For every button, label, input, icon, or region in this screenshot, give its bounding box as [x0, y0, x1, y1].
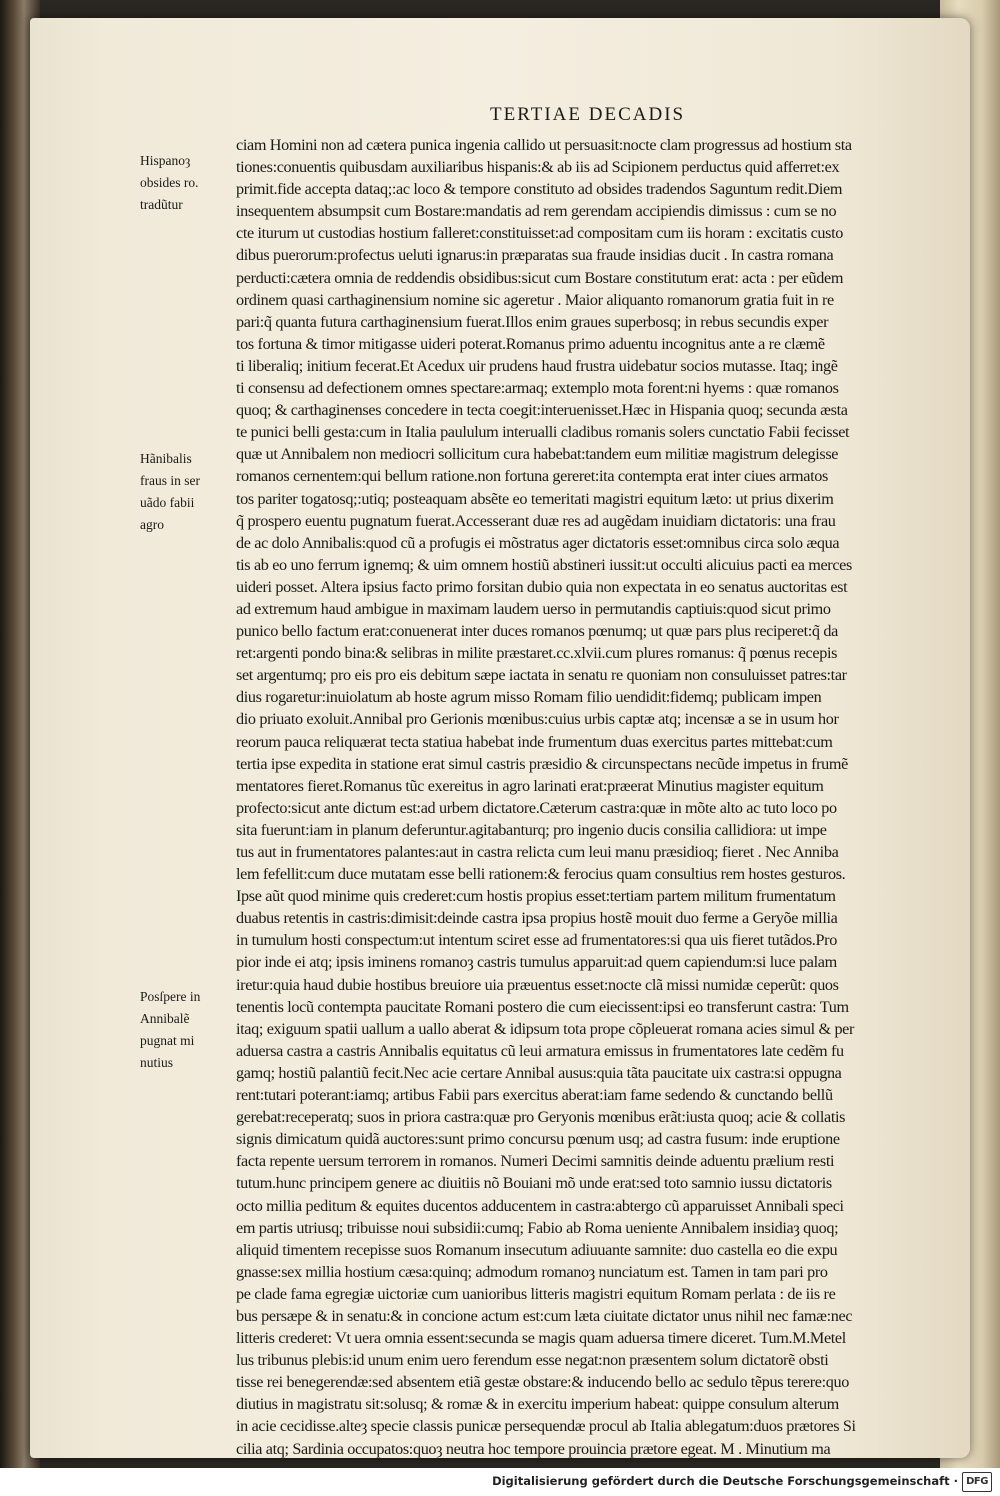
text-line: q̃ prospero euentu pugnatum fuerat.Accesserant duæ res ad augẽdam inuidiam dictatoris: una frau — [236, 511, 836, 530]
text-line: diutius in magistratu sit:solusq; & romæ & in exercitu imperium habeat: quippe consulum alterum — [236, 1395, 839, 1414]
text-line: ti liberaliq; initium fecerat.Et Acedux uir prudens haud frustra uidebatur socios mutasse. Itaq; ingẽ — [236, 356, 838, 375]
text-line: pe clade fama egregiæ uictoriæ cum uanioribus litteris magistri equitum Romam perlata : de iis re — [236, 1284, 836, 1303]
text-line: octo millia peditum & equites ducentos adducentem in castra:abtergo cũ apparuisset Annibali speci — [236, 1196, 844, 1215]
text-line: cilia atq; Sardinia occupatos:quoȝ neutra hoc tempore prouincia prætore egeat. M . Minutium ma — [236, 1439, 831, 1458]
text-line: primit.fide accepta dataq;:ac loco & tempore constituto ad obsides tradendos Saguntum redit.Diem — [236, 180, 843, 199]
text-line: itaq; exiguum spatii uallum a uallo aberat & idipsum tota prope cõpleuerat romana acies simul & per — [236, 1019, 855, 1038]
text-line: uideri posset. Altera ipsius facto primo forsitan dubio quia non expectata in eo senatus auctoritas est — [236, 577, 848, 596]
text-line: dio priuato exoluit.Annibal pro Gerionis mœnibus:cuius urbis captæ atq; incensæ a se in usum hor — [236, 710, 839, 729]
text-line: ad extremum haud ambigue in maximam laudem uerso in permutandis captiuis:quod sicut primo — [236, 599, 831, 618]
text-line: tus aut in frumentatores palantes:aut in castra relicta cum leui manu præsidioq; fieret . Nec Anniba — [236, 843, 839, 861]
text-line: aduersa castra a castris Annibalis equitatus cũ leui armatura emissus in frumentatores late cedẽm fu — [236, 1041, 844, 1060]
text-line: tenentis locũ contempta paucitate Romani postero die cum eiecissent:ipsi eo transferunt castra: Tum — [236, 997, 849, 1016]
text-line: cte iturum ut custodias hostium falleret:constituisset:ad compositam cum iis horam : excitatis custo — [236, 224, 843, 243]
text-line: litteris crederet: Vt uera omnia essent:secunda se magis quam aduersa timere diceret. Tum.M.Metel — [236, 1329, 846, 1348]
text-line: facta repente uersum terrorem in romanos. Numeri Decimi samnitis deinde aduentu prælium resti — [236, 1152, 835, 1171]
text-line: tertia ipse expedita in statione erat simul castris præsidio & circunspectans necũde impetus in frumẽ — [236, 754, 848, 773]
text-line: gamq; hostiũ palantiũ fecit.Nec acie certare Annibal ausus:quia tãta paucitate uix castra:si oppugna — [236, 1063, 842, 1082]
text-line: romanos cernentem:qui bellum ratione.non fortuna gereret:ita contempta erat inter ciues armatos — [236, 467, 828, 486]
text-line: iretur:quia haud dubie hostibus breuiore uia præuentus esset:nocte clã missi numidæ ceperũt: quos — [236, 975, 839, 994]
marginal-note: Hãnibalis fraus in ser uãdo fabii agro — [140, 451, 200, 532]
text-line: bus persæpe & in senatu:& in concione actum est:cum læta ciuitate dictator unus nihil nec famæ:nec — [236, 1306, 853, 1325]
text-line: rent:tutari poterant:iamq; artibus Fabii pars exercitus aberat:iam fame sedendo & cunctando bellũ — [236, 1086, 833, 1105]
text-line: mentatores fieret.Romanus tũc exereitus in agro larinati erat:præerat Minutius magister equitum — [236, 776, 824, 795]
running-head: TERTIAE DECADIS — [490, 104, 686, 125]
text-line: pari:q̃ quanta futura carthaginensium fuerat.Illos enim graues superbosq; in rebus secundis exper — [236, 312, 829, 331]
text-line: ciam Homini non ad cætera punica ingenia callido ut persuasit:nocte clam progressus ad hostium sta — [236, 136, 852, 154]
text-line: insequentem absumpsit cum Bostare:mandatis ad rem gerendam accipiendis dimissus : cum se no — [236, 202, 837, 221]
text-line: ordinem quasi carthaginensium nomine sic ageretur . Maior aliquanto romanorum gratia fuit in re — [236, 290, 834, 309]
text-line: perducti:cætera omnia de reddendis obsidibus:sicut cum Bostare constitutum erat: acta : per eũdem — [236, 268, 844, 287]
text-line: gnasse:sex millia hostium cæsa:quinq; admodum romanoȝ nunciatum est. Tamen in tam pari pro — [236, 1262, 828, 1281]
text-line: lem fefellit:cum duce mutatam esse belli rationem:& ferocius quam consultius rem hostes gesturos. — [236, 865, 846, 884]
text-line: tisse rei benegerendæ:sed absentem etiã gestæ obstare:& inducendo bello ac sedulo tẽpus terere:quo — [236, 1373, 849, 1392]
marginal-note: Hispanoȝ obsides ro. tradũtur — [140, 153, 199, 212]
text-line: te punici belli gesta:cum in Italia paululum interualli cladibus romanis solers cunctatio Fabii fecisset — [236, 423, 850, 442]
footer-bar — [0, 1468, 1000, 1496]
text-line: dius rogaretur:inuiolatum ab hoste agrum misso Romam filio uendidit:fidemq; publicam impen — [236, 688, 822, 707]
text-line: tos pariter togatosq;:utiq; posteaquam absẽte eo temeritati magistri equitum læto: ut prius dixerim — [236, 489, 834, 508]
text-line: tos fortuna & timor mitigasse uideri poterat.Romanus primo aduentu incognitus ante a re clæmẽ — [236, 334, 825, 353]
text-line: set argentumq; pro eis pro eis debitum sæpe iactata in senatu re quoniam non consuluisset patres:tar — [236, 666, 847, 685]
text-line: quoq; & carthaginenses concedere in tecta coegit:interuenisset.Hæc in Hispania quoq; secunda æsta — [236, 401, 848, 420]
text-line: tiones:conuentis quibusdam auxiliaribus hispanis:& ab iis ad Scipionem perductus quid afferret:ex — [236, 158, 840, 177]
body-text — [236, 134, 936, 1460]
text-line: reorum pauca reliquærat tecta statiua habebat inde frumentum duas exercitus partes mittebat:cum — [236, 732, 833, 751]
text-line: lus tribunus plebis:id unum enim uero ferendum esse negat:non præsentem solum dictatorẽ obsti — [236, 1351, 829, 1370]
text-line: ret:argenti pondo bina:& selibras in milite præstaret.cc.xlvii.cum plures romanus: q̃ pœnus recepis — [236, 644, 838, 663]
dfg-logo: DFG — [962, 1472, 992, 1492]
text-line: gerebat:receperatq; suos in priora castra:quæ pro Geryonis mœnibus erãt:iusta quoq; acie & collatis — [236, 1108, 846, 1127]
text-line: em partis utriusq; tribuisse noui subsidii:cumq; Fabio ab Roma ueniente Annibalem insidiaȝ quoq; — [236, 1218, 839, 1237]
text-line: sita fuerunt:iam in planum deferuntur.agitabanturq; pro ingenio ducis consilia callidiora: ut impe — [236, 820, 827, 839]
text-line: de ac dolo Annibalis:quod cũ a profugis ei mõstratus ager dictatoris esset:omnibus circa solo æqua — [236, 533, 840, 552]
text-line: aliquid timentem recepisse suos Romanum insecutum adiuuante samnite: duo castella eo die expu — [236, 1240, 838, 1259]
text-line: in tumulum hosti conspectum:ut intentum sciret esse ad frumentatores:si qua uis fieret tutãdos.Pro — [236, 931, 837, 950]
text-line: punico bello factum erat:conuenerat inter duces romanos pœnumq; ut quæ pars plus reciperet:q̃ da — [236, 622, 838, 641]
text-line: Ipse aũt quod minime quis crederet:cum hostis propius esset:tertiam partem militum frumentatum — [236, 887, 836, 906]
text-line: ti consensu ad defectionem omnes spectare:armaq; extemplo mota forent:ni hyems : quæ romanos — [236, 379, 839, 398]
text-line: dibus puerorum:profectus ueluti ignarus:in præparatas sua fraude insidias ducit . In castra romana — [236, 246, 834, 265]
text-line: pior inde ei atq; ipsis iminens romanoȝ castris tumulus apparuit:ad quem capiendum:si luce palam — [236, 953, 837, 972]
text-line: tutum.hunc principem genere ac diuitiis nõ Bouiani mõ unde erat:sed toto samnio iussu dictatoris — [236, 1174, 832, 1193]
text-line: in acie cecidisse.alteȝ specie classis punicæ persequendæ procul ab Italia ablegatum:duos prætores Si — [236, 1417, 856, 1436]
text-line: duabus retentis in castris:dimisit:deinde castra ipsa propius hostẽ mouit duo ferme a Geryõe millia — [236, 909, 838, 928]
text-line: tis ab eo uno ferrum ignemq; & uim omnem hostiũ abstineri iussit:ut occulti alicuius pacti ea merces — [236, 555, 852, 574]
text-line: signis dimicatum quidã auctores:sunt primo concursu pœnum usq; ad castra fusum: inde eruptione — [236, 1130, 840, 1149]
text-line: quæ ut Annibalem non mediocri sollicitum cura habebat:tandem eum militiæ magistrum delegisse — [236, 445, 839, 464]
marginal-note: Posſpere in Annibalẽ pugnat mi nutius — [140, 989, 201, 1070]
text-line: profecto:sicut ante dictum est:ad urbem dictatore.Cæterum castra:quæ in mõte alto ac tuto loco po — [236, 798, 837, 817]
footer-credit: Digitalisierung gefördert durch die Deutsche Forschungsgemeinschaft · — [492, 1474, 958, 1488]
